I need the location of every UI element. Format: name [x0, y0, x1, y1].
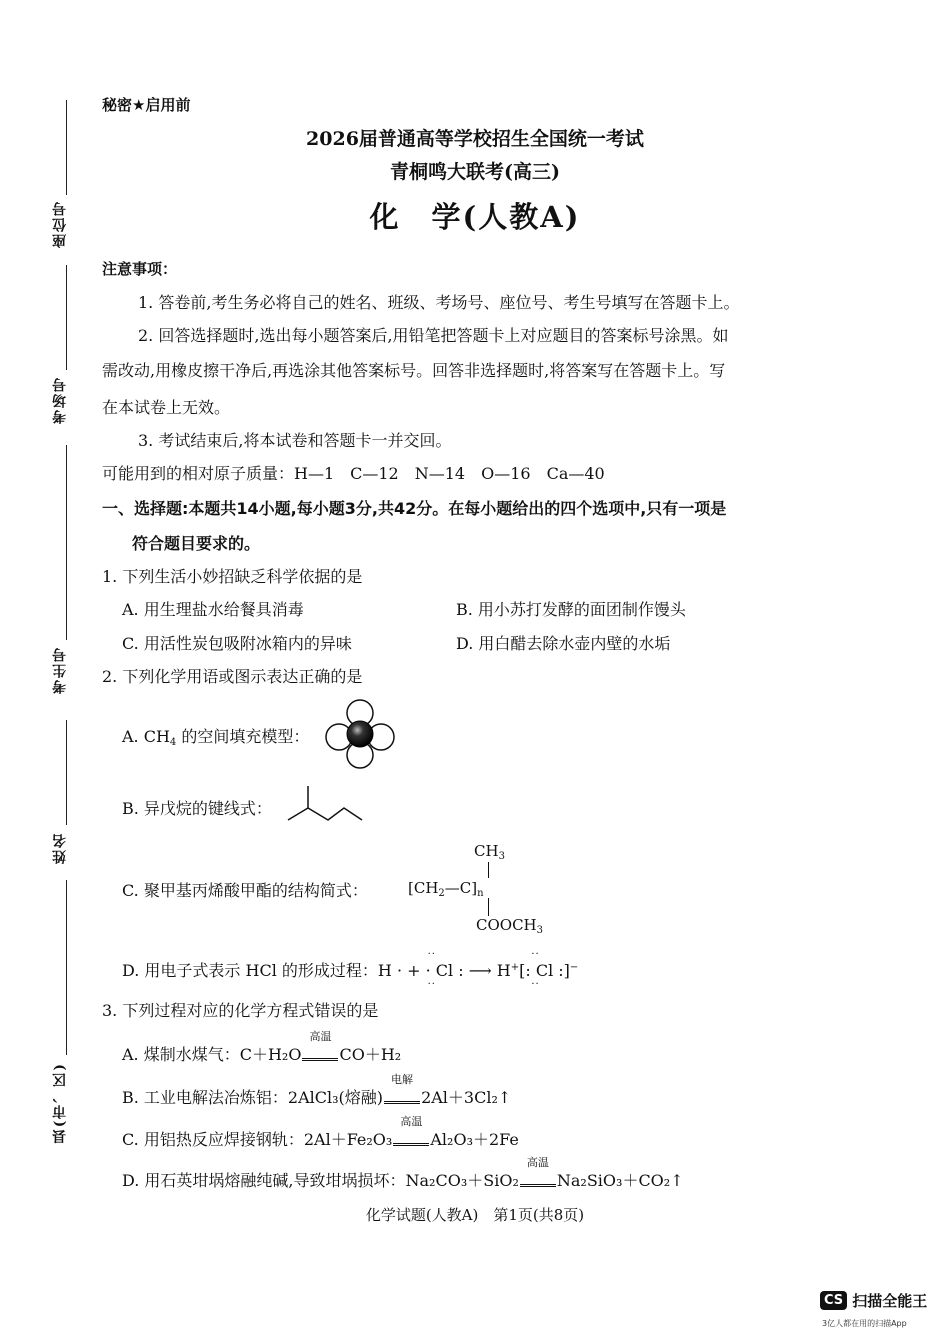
question-1-stem: 1. 下列生活小妙招缺乏科学依据的是 — [102, 567, 363, 586]
margin-line — [66, 720, 67, 825]
ch4-space-filling-model — [322, 698, 398, 770]
q3a-condition: 高温 — [309, 1030, 332, 1043]
q2-option-c[interactable]: C. 聚甲基丙烯酸甲酯的结构简式： — [122, 881, 368, 900]
notice-item-2-cont: 需改动,用橡皮擦干净后,再选涂其他答案标号。回答非选择题时,将答案写在答题卡上。写 — [102, 361, 726, 380]
q3c-left: C. 用铝热反应焊接钢轨：2Al＋Fe₂O₃ — [122, 1130, 393, 1149]
q2a-text: 的空间填充模型： — [176, 727, 310, 746]
pmma-ch3-group: $CH_3$ — [474, 842, 505, 862]
q3c-right: Al₂O₃＋2Fe — [430, 1130, 519, 1149]
q2a-prefix: A. CH — [122, 727, 170, 746]
q3-option-d[interactable] — [122, 1156, 684, 1191]
notice-item-2: 2. 回答选择题时,选出每小题答案后,用铅笔把答题卡上对应题目的答案标号涂黑。如 — [138, 326, 729, 345]
q1-option-c[interactable]: C. 用活性炭包吸附冰箱内的异味 — [122, 634, 352, 653]
exam-number-label: 考生号 — [52, 646, 68, 694]
q3c-condition: 高温 — [400, 1115, 423, 1128]
q2a-subscript: 4 — [169, 737, 177, 748]
scanner-tagline: 3亿人都在用的扫描App — [822, 1319, 907, 1328]
margin-line — [66, 445, 67, 640]
exam-title: 2026届普通高等学校招生全国统一考试 — [306, 128, 644, 150]
subject-title: 化 学(人教A) — [369, 200, 581, 234]
county-label: 县(市、区) — [52, 1062, 68, 1144]
q3-option-c[interactable] — [122, 1115, 519, 1150]
notice-item-1: 1. 答卷前,考生务必将自己的姓名、班级、考场号、座位号、考生号填写在答题卡上。 — [138, 293, 740, 312]
section-heading: 一、选择题:本题共14小题,每小题3分,共42分。在每小题给出的四个选项中,只有一项是 — [102, 499, 727, 518]
equation-equals — [384, 1073, 420, 1104]
q3-option-a[interactable] — [122, 1030, 402, 1065]
q1-option-b[interactable]: B. 用小苏打发酵的面团制作馒头 — [456, 600, 686, 619]
equation-equals — [520, 1156, 556, 1187]
question-2-stem: 2. 下列化学用语或图示表达正确的是 — [102, 667, 363, 686]
q3d-right: Na₂SiO₃＋CO₂↑ — [556, 1171, 684, 1190]
q2-option-d[interactable]: D. 用电子式表示 HCl 的形成过程：H · + ·· · Cl : ·· ⟶ H+[ ·· : Cl : ·· ]− — [122, 949, 579, 990]
page-footer: 化学试题(人教A) 第1页(共8页) — [365, 1206, 585, 1224]
margin-line — [66, 265, 67, 370]
q2d-text: D. 用电子式表示 HCl 的形成过程： — [122, 961, 378, 980]
cl-atom: ·· · Cl : ·· — [425, 949, 464, 990]
notice-item-2-end: 在本试卷上无效。 — [102, 398, 231, 417]
notice-heading: 注意事项： — [102, 260, 178, 278]
q1-option-a[interactable]: A. 用生理盐水给餐具消毒 — [122, 600, 304, 619]
q1-option-d[interactable]: D. 用白醋去除水壶内壁的水垢 — [456, 634, 671, 653]
notice-item-3: 3. 考试结束后,将本试卷和答题卡一并交回。 — [138, 431, 452, 450]
q3a-left: A. 煤制水煤气：C＋H₂O — [122, 1045, 302, 1064]
exam-room-label: 考场号 — [52, 376, 68, 424]
reaction-arrow: ⟶ — [468, 961, 497, 980]
q3b-right: 2Al＋3Cl₂↑ — [421, 1088, 512, 1107]
section-heading-cont: 符合题目要求的。 — [132, 534, 261, 553]
question-3-stem: 3. 下列过程对应的化学方程式错误的是 — [102, 1001, 379, 1020]
name-label: 姓名 — [52, 832, 68, 864]
q2-option-a[interactable] — [122, 724, 309, 748]
pmma-bond-top — [488, 862, 489, 878]
isopentane-skeletal-formula — [284, 780, 364, 826]
scanner-app-name: 扫描全能王 — [852, 1292, 928, 1310]
margin-line — [66, 880, 67, 1055]
cs-logo-icon: CS — [820, 1291, 847, 1310]
q2-option-b[interactable]: B. 异戊烷的键线式： — [122, 799, 272, 818]
q3b-condition: 电解 — [391, 1073, 414, 1086]
pmma-ester-group: $COOCH_3$ — [476, 916, 544, 936]
secret-mark: 秘密★启用前 — [102, 96, 191, 114]
exam-subtitle: 青桐鸣大联考(高三) — [390, 161, 560, 183]
pmma-main-chain: $[CH_2—C]_n$ — [408, 879, 484, 899]
q3d-left: D. 用石英坩埚熔融纯碱,导致坩埚损坏：Na₂CO₃＋SiO₂ — [122, 1171, 519, 1190]
equation-equals — [302, 1030, 338, 1061]
pmma-bond-bottom — [488, 898, 489, 916]
equation-equals — [393, 1115, 429, 1146]
chloride-ion: ·· : Cl : ·· — [525, 949, 564, 990]
q3-option-b[interactable] — [122, 1073, 512, 1108]
q3d-condition: 高温 — [526, 1156, 549, 1169]
q3b-left: B. 工业电解法冶炼铝：2AlCl₃(熔融) — [122, 1088, 384, 1107]
scanner-watermark — [820, 1290, 927, 1311]
atomic-masses: 可能用到的相对原子质量：H—1 C—12 N—14 O—16 Ca—40 — [102, 464, 605, 483]
q3a-right: CO＋H₂ — [339, 1045, 402, 1064]
seat-number-label: 座位号 — [52, 200, 68, 248]
